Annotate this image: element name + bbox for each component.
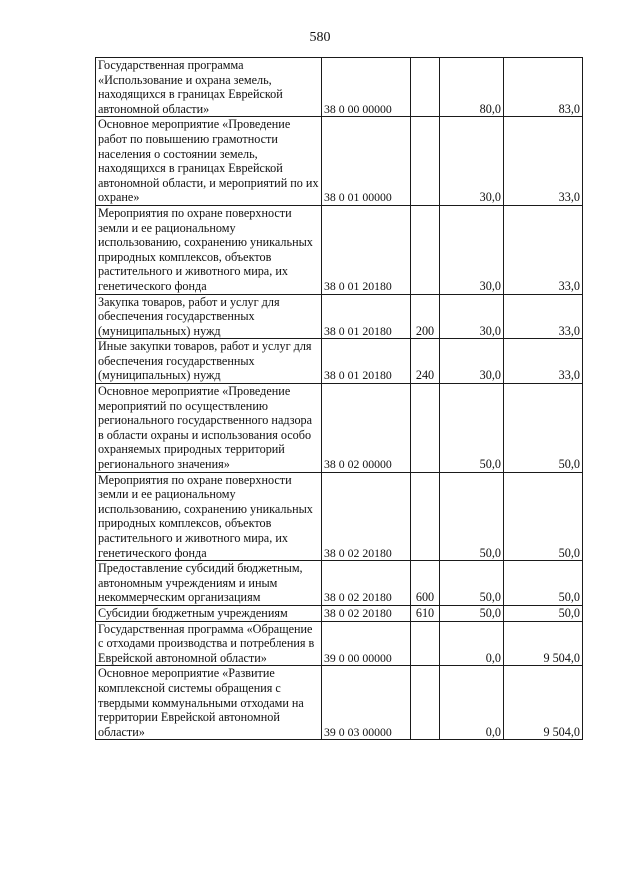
row-code-cell: 38 0 01 20180 [322,294,411,339]
row-code-cell: 38 0 02 00000 [322,384,411,473]
table-row [96,205,583,294]
row-expense-type-cell: 240 [411,339,440,384]
row-value-1-cell: 50,0 [440,605,504,621]
row-expense-type-cell [411,117,440,206]
row-name-cell: Мероприятия по охране поверхности земли и ее рациональному использованию, сохранению уникальных природных комплексов, объектов растительного и животного мира, их генетического фонда [96,205,322,294]
row-code-cell: 38 0 02 20180 [322,472,411,561]
row-value-1-cell: 0,0 [440,666,504,740]
row-expense-type-cell: 610 [411,605,440,621]
table-row [96,472,583,561]
row-code-cell: 38 0 01 20180 [322,205,411,294]
row-value-1-cell: 80,0 [440,58,504,117]
table-row [96,58,583,117]
row-value-1-cell: 50,0 [440,472,504,561]
table-row [96,117,583,206]
row-value-2-cell: 33,0 [504,294,583,339]
row-value-2-cell: 9 504,0 [504,666,583,740]
row-name-cell: Государственная программа «Обращение с отходами производства и потребления в Еврейской автономной области» [96,621,322,666]
table-row [96,339,583,384]
row-name-cell: Основное мероприятие «Развитие комплексной системы обращения с твердыми коммунальными отходами на территории Еврейской автономной области» [96,666,322,740]
row-expense-type-cell [411,666,440,740]
row-name-cell: Субсидии бюджетным учреждениям [96,605,322,621]
row-code-cell: 38 0 01 20180 [322,339,411,384]
page-number: 580 [309,30,331,45]
table-row [96,621,583,666]
table-row [96,384,583,473]
row-expense-type-cell [411,384,440,473]
row-value-1-cell: 30,0 [440,205,504,294]
row-name-cell: Государственная программа «Использование и охрана земель, находящихся в границах Еврейской автономной области» [96,58,322,117]
row-code-cell: 38 0 02 20180 [322,561,411,606]
row-code-cell: 38 0 00 00000 [322,58,411,117]
row-name-cell: Предоставление субсидий бюджетным, автономным учреждениям и иным некоммерческим организациям [96,561,322,606]
row-name-cell: Мероприятия по охране поверхности земли и ее рациональному использованию, сохранению уникальных природных комплексов, объектов растительного и животного мира, их генетического фонда [96,472,322,561]
row-expense-type-cell [411,621,440,666]
row-value-2-cell: 83,0 [504,58,583,117]
table-row [96,666,583,740]
row-value-2-cell: 9 504,0 [504,621,583,666]
table-row [96,605,583,621]
row-expense-type-cell [411,472,440,561]
row-value-2-cell: 50,0 [504,472,583,561]
budget-table-body [96,58,583,740]
row-value-1-cell: 30,0 [440,339,504,384]
row-name-cell: Основное мероприятие «Проведение мероприятий по осуществлению регионального государственного надзора в области охраны и использования особо охраняемых природных территорий регионального значения» [96,384,322,473]
row-value-1-cell: 0,0 [440,621,504,666]
row-value-1-cell: 50,0 [440,384,504,473]
row-expense-type-cell: 200 [411,294,440,339]
row-code-cell: 39 0 00 00000 [322,621,411,666]
row-name-cell: Закупка товаров, работ и услуг для обеспечения государственных (муниципальных) нужд [96,294,322,339]
budget-table [95,57,583,740]
row-value-1-cell: 50,0 [440,561,504,606]
row-value-2-cell: 33,0 [504,117,583,206]
row-code-cell: 38 0 01 00000 [322,117,411,206]
row-code-cell: 38 0 02 20180 [322,605,411,621]
row-value-2-cell: 50,0 [504,561,583,606]
row-expense-type-cell [411,58,440,117]
row-value-1-cell: 30,0 [440,117,504,206]
row-expense-type-cell [411,205,440,294]
table-row [96,561,583,606]
row-name-cell: Иные закупки товаров, работ и услуг для обеспечения государственных (муниципальных) нужд [96,339,322,384]
row-expense-type-cell: 600 [411,561,440,606]
row-value-2-cell: 50,0 [504,605,583,621]
row-value-1-cell: 30,0 [440,294,504,339]
table-row [96,294,583,339]
row-name-cell: Основное мероприятие «Проведение работ по повышению грамотности населения о состоянии земель, находящихся в границах Еврейской автономной области, и мероприятий по их охране» [96,117,322,206]
row-value-2-cell: 50,0 [504,384,583,473]
row-code-cell: 39 0 03 00000 [322,666,411,740]
row-value-2-cell: 33,0 [504,339,583,384]
row-value-2-cell: 33,0 [504,205,583,294]
